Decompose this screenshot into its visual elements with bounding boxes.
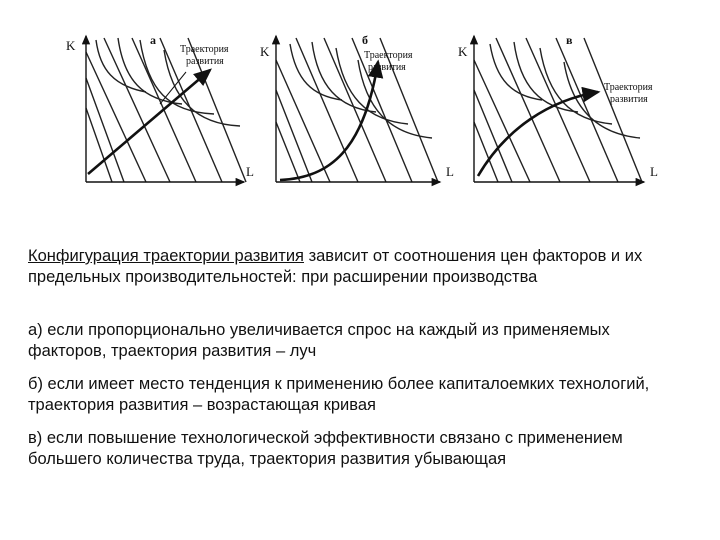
traj-label-c-1: Траектория [604,82,653,93]
traj-label-b-1: Траектория [364,50,413,61]
traj-label-b-2: развития [368,62,406,73]
expansion-path-curve-b [280,62,378,180]
intro-text: зависит от соотношения цен факторов и их предельных производительностей: при расширении производства [28,247,643,286]
expansion-path-ray-a [88,70,210,174]
case-a-paragraph: а) если пропорционально увеличивается спрос на каждый из применяемых факторов, траектория развития – луч [28,321,610,360]
intro-paragraph [28,246,688,288]
isocost-lines-b [276,38,438,182]
panel-a [66,33,254,182]
k-label-b: K [260,44,270,59]
case-b-paragraph: б) если имеет место тенденция к применению более капиталоемких технологий, траектория развития – возрастающая кривая [28,375,650,414]
traj-label-c-2: развития [610,94,648,105]
expansion-path-diagrams [0,0,720,240]
intro-underlined-term: Конфигурация траектории развития [28,247,304,265]
k-label-c: K [458,44,468,59]
traj-label-a-2: развития [186,56,224,67]
l-label-a: L [246,164,254,179]
k-label-a: K [66,38,76,53]
panel-letter-b: б [362,33,368,47]
panel-letter-a: а [150,33,156,47]
case-c-paragraph: в) если повышение технологической эффективности связано с применением большего количества труда, траектория развития убывающая [28,429,623,468]
panel-c [458,33,658,182]
l-label-c: L [650,164,658,179]
panel-letter-c: в [566,33,573,47]
isocost-lines-c [474,38,642,182]
traj-label-a-1: Траектория [180,44,229,55]
l-label-b: L [446,164,454,179]
panel-b [260,33,454,182]
